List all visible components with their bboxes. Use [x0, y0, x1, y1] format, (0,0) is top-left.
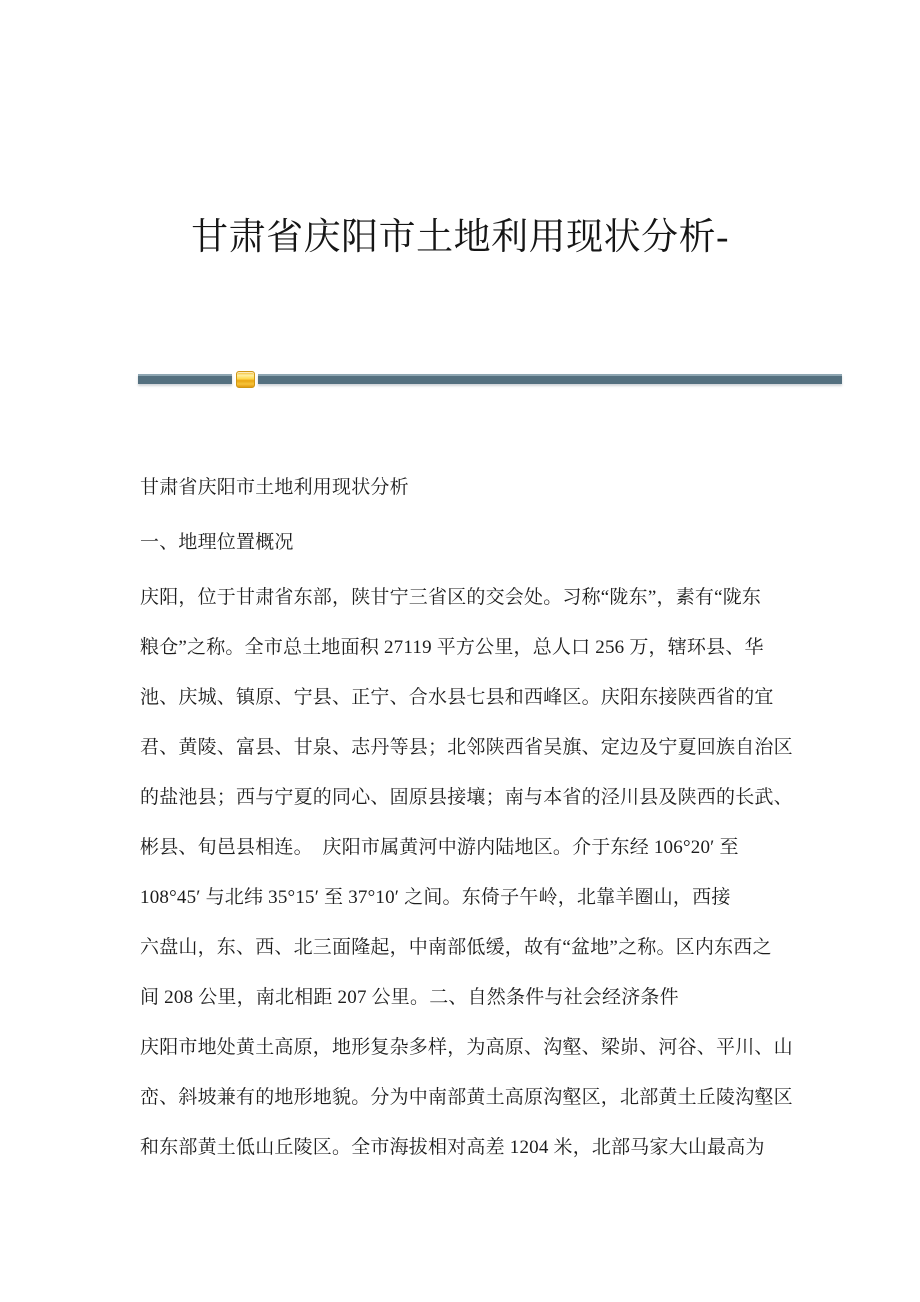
divider	[138, 374, 842, 386]
text-line: 峦、斜坡兼有的地形地貌。分为中南部黄土高原沟壑区，北部黄土丘陵沟壑区	[140, 1087, 793, 1108]
text-line: 彬县、旬邑县相连。 庆阳市属黄河中游内陆地区。介于东经 106°20′ 至	[140, 837, 739, 858]
text-line: 108°45′ 与北纬 35°15′ 至 37°10′ 之间。东倚子午岭，北靠羊圈山，西接	[140, 887, 731, 908]
paragraph	[140, 1023, 840, 1173]
text-line: 的盐池县；西与宁夏的同心、固原县接壤；南与本省的泾川县及陕西的长武、	[140, 787, 793, 808]
paragraph	[140, 573, 840, 1023]
document-heading: 甘肃省庆阳市土地利用现状分析	[140, 477, 409, 498]
paragraphs	[140, 573, 840, 1173]
text-line: 庆阳市地处黄土高原，地形复杂多样，为高原、沟壑、梁峁、河谷、平川、山	[140, 1037, 793, 1058]
text-line: 六盘山，东、西、北三面隆起，中南部低缓，故有“盆地”之称。区内东西之	[140, 937, 772, 958]
text-line: 池、庆城、镇原、宁县、正宁、合水县七县和西峰区。庆阳东接陕西省的宜	[140, 687, 774, 708]
document-body	[140, 463, 840, 1173]
page-title: 甘肃省庆阳市土地利用现状分析-	[191, 217, 729, 258]
text-line: 君、黄陵、富县、甘泉、志丹等县；北邻陕西省吴旗、定边及宁夏回族自治区	[140, 737, 793, 758]
divider-bar-right	[258, 374, 842, 384]
text-line: 间 208 公里，南北相距 207 公里。二、自然条件与社会经济条件	[140, 987, 679, 1008]
section-heading: 一、地理位置概况	[140, 532, 294, 553]
text-line: 和东部黄土低山丘陵区。全市海拔相对高差 1204 米，北部马家大山最高为	[140, 1137, 765, 1158]
divider-bar-left	[138, 374, 232, 384]
text-line: 庆阳，位于甘肃省东部，陕甘宁三省区的交会处。习称“陇东”，素有“陇东	[140, 587, 762, 608]
text-line: 粮仓”之称。全市总土地面积 27119 平方公里，总人口 256 万，辖环县、华	[140, 637, 764, 658]
gold-gem-icon	[236, 371, 255, 388]
